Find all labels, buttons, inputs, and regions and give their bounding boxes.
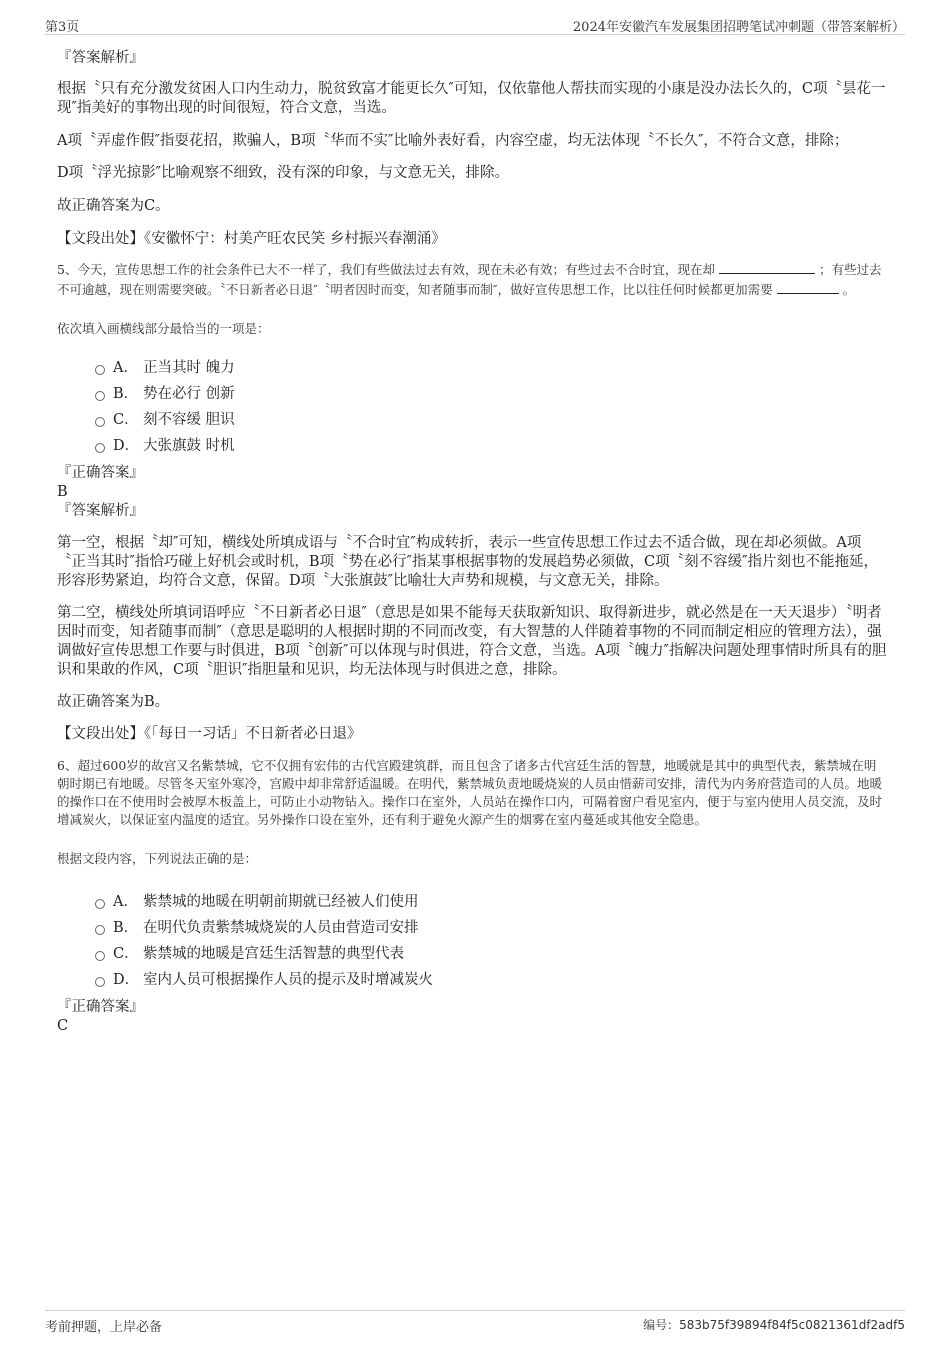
q5-options: [95, 355, 887, 459]
q5-analysis-p2: 第二空，横线处所填词语呼应〝不日新者必日退″（意思是如果不能每天获取新知识、取得新进步，就必然是在一天天退步）〝明者因时而变，知者随事而制″（意思是聪明的人根据时期的不同而改变，有大智慧的人伴随着事物的不同而制定相应的管理方法），强调做好宣传思想工作要与时俱进，B项〝创新″可以体现与时俱进，符合文意，当选。A项〝魄力″指解决问题处理事情时所具有的胆识和果敢的作风，C项〝胆识″指胆量和见识，均无法体现与时俱进之意，排除。: [57, 605, 887, 678]
q5-blank-2: [777, 279, 839, 294]
q5-question-text: 5、今天，宣传思想工作的社会条件已大不一样了，我们有些做法过去有效，现在未必有效；有些过去不合时宜，现在却 ；有些过去不可逾越，现在则需要突破。〝不日新者必日退″〝明者因时而变，知者随事而制″，做好宣传思想工作，比以往任何时候都更加需要 。: [57, 259, 887, 299]
q5-answer: B: [57, 484, 68, 500]
radio-icon[interactable]: [95, 925, 105, 935]
radio-icon[interactable]: [95, 977, 105, 987]
radio-icon[interactable]: [95, 391, 105, 401]
q4-analysis-p3: D项〝浮光掠影″比喻观察不细致，没有深的印象，与文意无关，排除。: [57, 165, 510, 181]
radio-icon[interactable]: [95, 417, 105, 427]
q5-option-a[interactable]: A． 正当其时 魄力: [95, 355, 887, 381]
q5-option-c[interactable]: C． 刻不容缓 胆识: [95, 407, 887, 433]
q6-prompt: 根据文段内容，下列说法正确的是：: [57, 851, 258, 866]
q5-source: 【文段出处】《「每日一习话」不日新者必日退》: [57, 726, 362, 742]
q5-blank-1: [719, 259, 815, 274]
footer-slogan: 考前押题，上岸必备: [45, 1320, 163, 1335]
q6-answer: C: [57, 1018, 69, 1034]
radio-icon[interactable]: [95, 365, 105, 375]
radio-icon[interactable]: [95, 899, 105, 909]
q6-option-d[interactable]: D． 室内人员可根据操作人员的提示及时增减炭火: [95, 967, 887, 993]
document-title: 2024年安徽汽车发展集团招聘笔试冲刺题（带答案解析）: [572, 20, 905, 35]
q5-analysis-p1: 第一空，根据〝却″可知，横线处所填成语与〝不合时宜″构成转折，表示一些宣传思想工作过去不适合做，现在却必须做。A项〝正当其时″指恰巧碰上好机会或时机，B项〝势在必行″指某事根据事物的发展趋势必须做，C项〝刻不容缓″指片刻也不能拖延，形容形势紧迫，均符合文意，保留。D项〝大张旗鼓″比喻壮大声势和规模，与文意无关，排除。: [57, 535, 878, 589]
page-footer: [45, 1310, 905, 1335]
page-content: [57, 48, 887, 1035]
page-header: [45, 14, 905, 35]
q6-answer-label: 『正确答案』: [57, 999, 144, 1015]
q6-option-c[interactable]: C． 紫禁城的地暖是宫廷生活智慧的典型代表: [95, 941, 887, 967]
q4-source: 【文段出处】《安徽怀宁：村美产旺农民笑 乡村振兴春潮涌》: [57, 231, 446, 247]
q4-analysis-label: 『答案解析』: [57, 50, 144, 66]
q6-question-text: 6、超过600岁的故宫又名紫禁城，它不仅拥有宏伟的古代宫殿建筑群，而且包含了诸多古代宫廷生活的智慧，地暖就是其中的典型代表，紫禁城在明朝时期已有地暖。尽管冬天室外寒冷，宫殿中却非常舒适温暖。在明代，紫禁城负责地暖烧炭的人员由惜薪司安排，清代为内务府营造司的人员。地暖的操作口在不使用时会被厚木板盖上，可防止小动物钻入。操作口在室外，人员站在操作口内，可隔着窗户看见室内，便于与室内使用人员交流，及时增减炭火，以保证室内温度的适宜。另外操作口设在室外，还有利于避免火源产生的烟雾在室内蔓延或其他安全隐患。: [57, 758, 883, 827]
document-id: 编号：583b75f39894f84f5c0821361df2adf5: [643, 1318, 905, 1332]
q5-analysis-label: 『答案解析』: [57, 503, 144, 519]
q5-answer-label: 『正确答案』: [57, 465, 144, 481]
q6-option-a[interactable]: A． 紫禁城的地暖在明朝前期就已经被人们使用: [95, 889, 887, 915]
radio-icon[interactable]: [95, 443, 105, 453]
q4-analysis-p1: 根据〝只有充分激发贫困人口内生动力，脱贫致富才能更长久″可知，仅依靠他人帮扶而实现的小康是没办法长久的，C项〝昙花一现″指美好的事物出现的时间很短，符合文意，当选。: [57, 81, 886, 116]
page-number: 第3页: [45, 20, 80, 35]
q5-analysis-p3: 故正确答案为B。: [57, 694, 170, 710]
q4-analysis-p2: A项〝弄虚作假″指耍花招，欺骗人，B项〝华而不实″比喻外表好看，内容空虚，均无法体现〝不长久″，不符合文意，排除；: [57, 133, 849, 149]
q5-prompt: 依次填入画横线部分最恰当的一项是：: [57, 321, 270, 336]
q6-option-b[interactable]: B． 在明代负责紫禁城烧炭的人员由营造司安排: [95, 915, 887, 941]
q4-analysis-p4: 故正确答案为C。: [57, 198, 170, 214]
q5-option-b[interactable]: B． 势在必行 创新: [95, 381, 887, 407]
q6-options: [95, 889, 887, 993]
radio-icon[interactable]: [95, 951, 105, 961]
q5-option-d[interactable]: D． 大张旗鼓 时机: [95, 433, 887, 459]
